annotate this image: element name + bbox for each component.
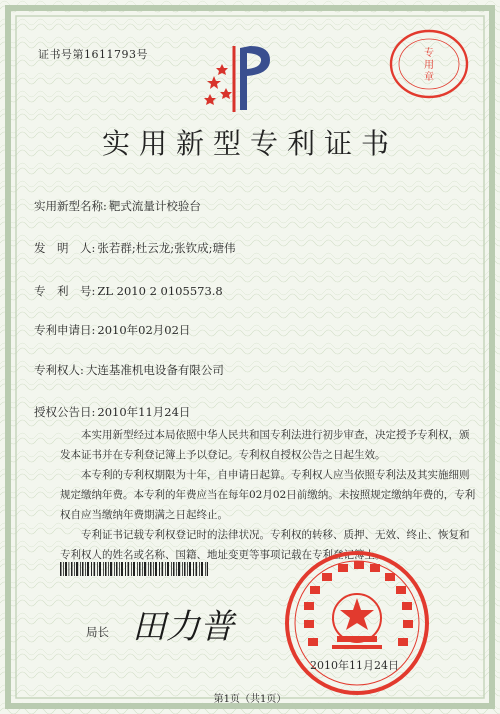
barcode [60, 562, 208, 576]
body-line: 规定缴纳年费。本专利的年费应当在每年02月02日前缴纳。未按照规定缴纳年费的，专利 [60, 489, 476, 501]
field-patent-number [34, 283, 223, 299]
body-line: 专利权人的姓名或名称、国籍、地址变更等事项记载在专利登记簿上。 [60, 549, 386, 561]
certificate-title: 实用新型专利证书 [101, 127, 398, 160]
stamp-char-1: 专 [424, 48, 434, 59]
patent-office-logo-icon [200, 40, 280, 116]
field-value: 2010年02月02日 [97, 323, 191, 337]
field-label: 专利申请日: [34, 323, 96, 337]
field-value: 靶式流量计校验台 [108, 199, 201, 213]
field-application-date [34, 322, 190, 338]
certificate-body [60, 425, 476, 565]
official-stamp-icon [388, 28, 470, 100]
field-utility-model-name [34, 198, 201, 214]
field-inventors [34, 240, 236, 256]
director-signature [126, 596, 266, 652]
field-label: 专 利 号: [34, 284, 96, 298]
signature-text: 田力普 [132, 607, 234, 647]
field-value: 张若群;杜云龙;张钦成;瑭伟 [97, 241, 236, 255]
field-label: 发 明 人: [34, 241, 96, 255]
body-line: 本专利的专利权期限为十年，自申请日起算。专利权人应当依照专利法及其实施细则 [60, 469, 470, 481]
seal-date: 2010年11月24日 [310, 659, 399, 672]
body-line: 本实用新型经过本局依照中华人民共和国专利法进行初步审查，决定授予专利权，颁 [60, 429, 470, 441]
certificate-number: 证书号第1611793号 [38, 48, 148, 61]
body-line: 专利证书记载专利权登记时的法律状况。专利权的转移、质押、无效、终止、恢复和 [60, 529, 470, 541]
body-line: 发本证书并在专利登记簿上予以登记。专利权自授权公告之日起生效。 [60, 449, 386, 461]
state-ip-office-seal-icon [282, 548, 432, 698]
field-label: 实用新型名称: [34, 199, 107, 213]
field-value: 2010年11月24日 [97, 405, 191, 419]
page-number: 第1页（共1页） [213, 694, 287, 705]
field-grant-date [34, 404, 190, 420]
director-label: 局长 [86, 625, 109, 639]
body-line: 权自应当缴纳年费期满之日起终止。 [60, 509, 228, 521]
field-value: 大连基准机电设备有限公司 [85, 363, 224, 377]
stamp-char-3: 章 [424, 72, 434, 83]
stamp-char-2: 用 [424, 60, 434, 71]
field-patentee [34, 362, 224, 378]
field-label: 授权公告日: [34, 405, 96, 419]
field-value: ZL 2010 2 0105573.8 [97, 284, 223, 298]
field-label: 专利权人: [34, 363, 84, 377]
